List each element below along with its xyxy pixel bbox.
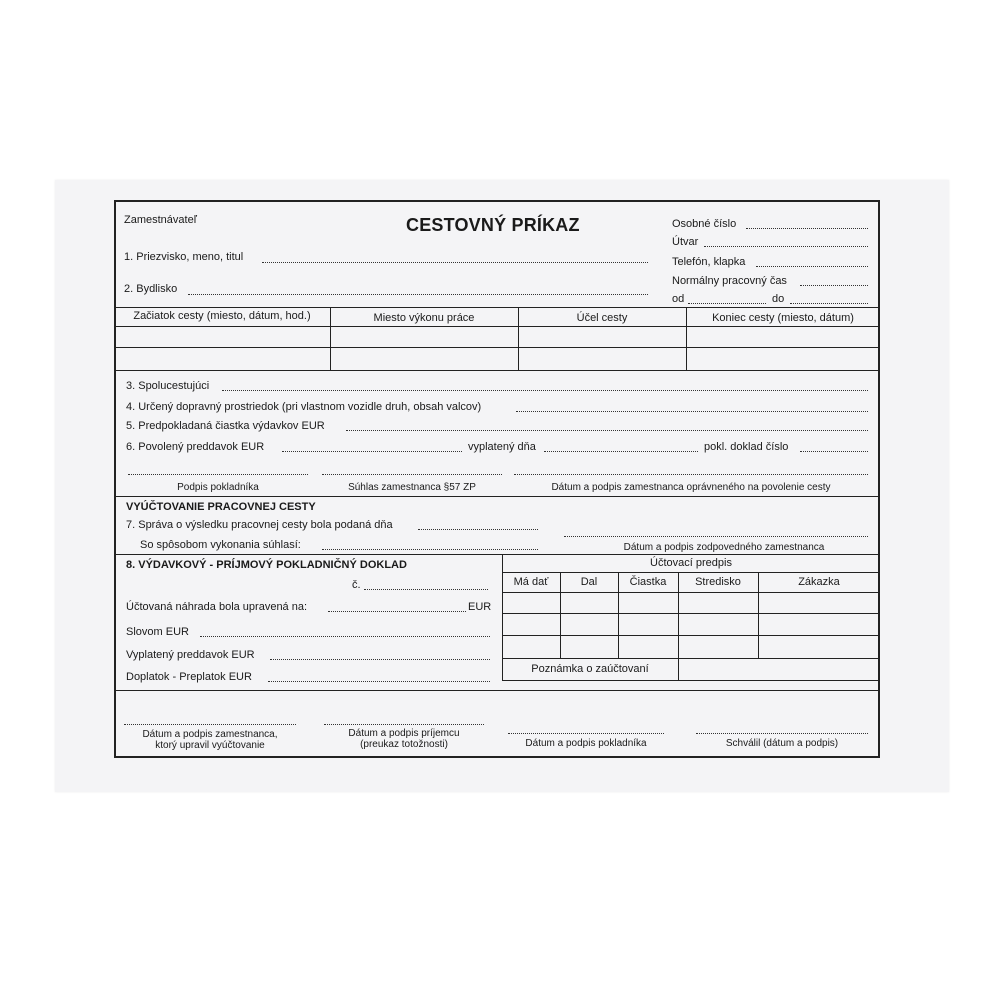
compensation-label: Účtovaná náhrada bola upravená na: <box>126 601 308 613</box>
work-time-label: Normálny pracovný čas <box>672 275 787 287</box>
paid-advance-field[interactable] <box>270 659 490 660</box>
to-label: do <box>772 293 785 305</box>
to-field[interactable] <box>790 303 868 304</box>
signature-line[interactable] <box>508 733 664 734</box>
form-title: CESTOVNÝ PRÍKAZ <box>406 215 580 235</box>
report-label: 7. Správa o výsledku pracovnej cesty bola podaná dňa <box>126 519 393 531</box>
divider <box>114 554 880 555</box>
paid-advance-label: Vyplatený preddavok EUR <box>126 649 255 661</box>
residence-label: 2. Bydlisko <box>124 283 178 295</box>
doc-number-field[interactable] <box>364 589 488 590</box>
name-field[interactable] <box>262 262 648 263</box>
from-label: od <box>672 293 685 305</box>
sig1-caption: ktorý upravil vyúčtovanie <box>155 740 265 751</box>
signature-line[interactable] <box>696 733 868 734</box>
divider <box>502 613 880 614</box>
residence-field[interactable] <box>188 294 648 295</box>
method-field[interactable] <box>322 549 538 550</box>
companions-field[interactable] <box>222 390 868 391</box>
sig2-caption: Dátum a podpis príjemcu <box>348 728 460 739</box>
sig1-caption: Dátum a podpis zamestnanca, <box>142 729 278 740</box>
table-header: Koniec cesty (miesto, dátum) <box>712 312 854 324</box>
sig-responsible-caption: Dátum a podpis zodpovedného zamestnanca <box>623 542 825 553</box>
compensation-field[interactable] <box>328 611 466 612</box>
signature-line[interactable] <box>128 474 308 475</box>
divider <box>114 326 880 327</box>
phone-field[interactable] <box>756 266 868 267</box>
accounting-column-header: Má dať <box>513 576 549 588</box>
work-time-field[interactable] <box>800 285 868 286</box>
surcharge-field[interactable] <box>268 681 490 682</box>
signature-line[interactable] <box>564 536 868 537</box>
divider <box>502 680 880 681</box>
department-field[interactable] <box>704 246 868 247</box>
divider <box>502 658 880 659</box>
divider <box>502 635 880 636</box>
department-label: Útvar <box>672 236 699 248</box>
eur-label: EUR <box>468 601 492 613</box>
accounting-column-header: Dal <box>580 576 598 588</box>
sig-authorized-caption: Dátum a podpis zamestnanca oprávneného na povolenie cesty <box>551 482 831 493</box>
accounting-column-header: Zákazka <box>798 576 840 588</box>
signature-line[interactable] <box>124 724 296 725</box>
personal-no-field[interactable] <box>746 228 868 229</box>
divider <box>114 690 880 691</box>
advance-field[interactable] <box>282 451 462 452</box>
divider <box>502 592 880 593</box>
phone-label: Telefón, klapka <box>672 256 746 268</box>
signature-line[interactable] <box>324 724 484 725</box>
paid-day-label: vyplatený dňa <box>468 441 536 453</box>
accounting-heading: Účtovací predpis <box>650 557 732 569</box>
settlement-heading: VYÚČTOVANIE PRACOVNEJ CESTY <box>126 501 316 513</box>
words-label: Slovom EUR <box>126 626 189 638</box>
advance-label: 6. Povolený preddavok EUR <box>126 441 265 453</box>
divider <box>114 370 880 371</box>
from-field[interactable] <box>688 303 766 304</box>
surcharge-label: Doplatok - Preplatok EUR <box>126 671 252 683</box>
accounting-note-label: Poznámka o zaúčtovaní <box>531 663 649 675</box>
divider <box>114 307 880 308</box>
name-label: 1. Priezvisko, meno, titul <box>124 251 244 263</box>
employer-label: Zamestnávateľ <box>124 214 197 226</box>
accounting-column-header: Stredisko <box>695 576 741 588</box>
sig4-caption: Schválil (dátum a podpis) <box>725 738 839 749</box>
transport-field[interactable] <box>516 411 868 412</box>
sig-cashier-caption: Podpis pokladníka <box>177 482 259 493</box>
table-header: Začiatok cesty (miesto, dátum, hod.) <box>133 310 311 322</box>
words-field[interactable] <box>200 636 490 637</box>
cash-doc-heading: 8. VÝDAVKOVÝ - PRÍJMOVÝ POKLADNIČNÝ DOKLAD <box>126 559 407 571</box>
divider <box>114 347 880 348</box>
divider <box>502 572 880 573</box>
companions-label: 3. Spolucestujúci <box>126 380 210 392</box>
doc-number-label: č. <box>352 579 361 591</box>
expected-costs-label: 5. Predpokladaná čiastka výdavkov EUR <box>126 420 325 432</box>
cash-doc-field[interactable] <box>800 451 868 452</box>
sig3-caption: Dátum a podpis pokladníka <box>525 738 647 749</box>
method-label: So spôsobom vykonania súhlasí: <box>140 539 301 551</box>
sig2-caption: (preukaz totožnosti) <box>360 739 448 750</box>
sig-consent-caption: Súhlas zamestnanca §57 ZP <box>348 482 476 493</box>
signature-line[interactable] <box>322 474 502 475</box>
transport-label: 4. Určený dopravný prostriedok (pri vlastnom vozidle druh, obsah valcov) <box>126 401 482 413</box>
paid-day-field[interactable] <box>544 451 698 452</box>
personal-no-label: Osobné číslo <box>672 218 737 230</box>
cash-doc-label: pokl. doklad číslo <box>704 441 789 453</box>
table-header: Účel cesty <box>576 312 628 324</box>
expected-costs-field[interactable] <box>346 430 868 431</box>
accounting-column-header: Čiastka <box>629 576 667 588</box>
report-date-field[interactable] <box>418 529 538 530</box>
table-header: Miesto výkonu práce <box>373 312 475 324</box>
signature-line[interactable] <box>514 474 868 475</box>
divider <box>114 496 880 497</box>
